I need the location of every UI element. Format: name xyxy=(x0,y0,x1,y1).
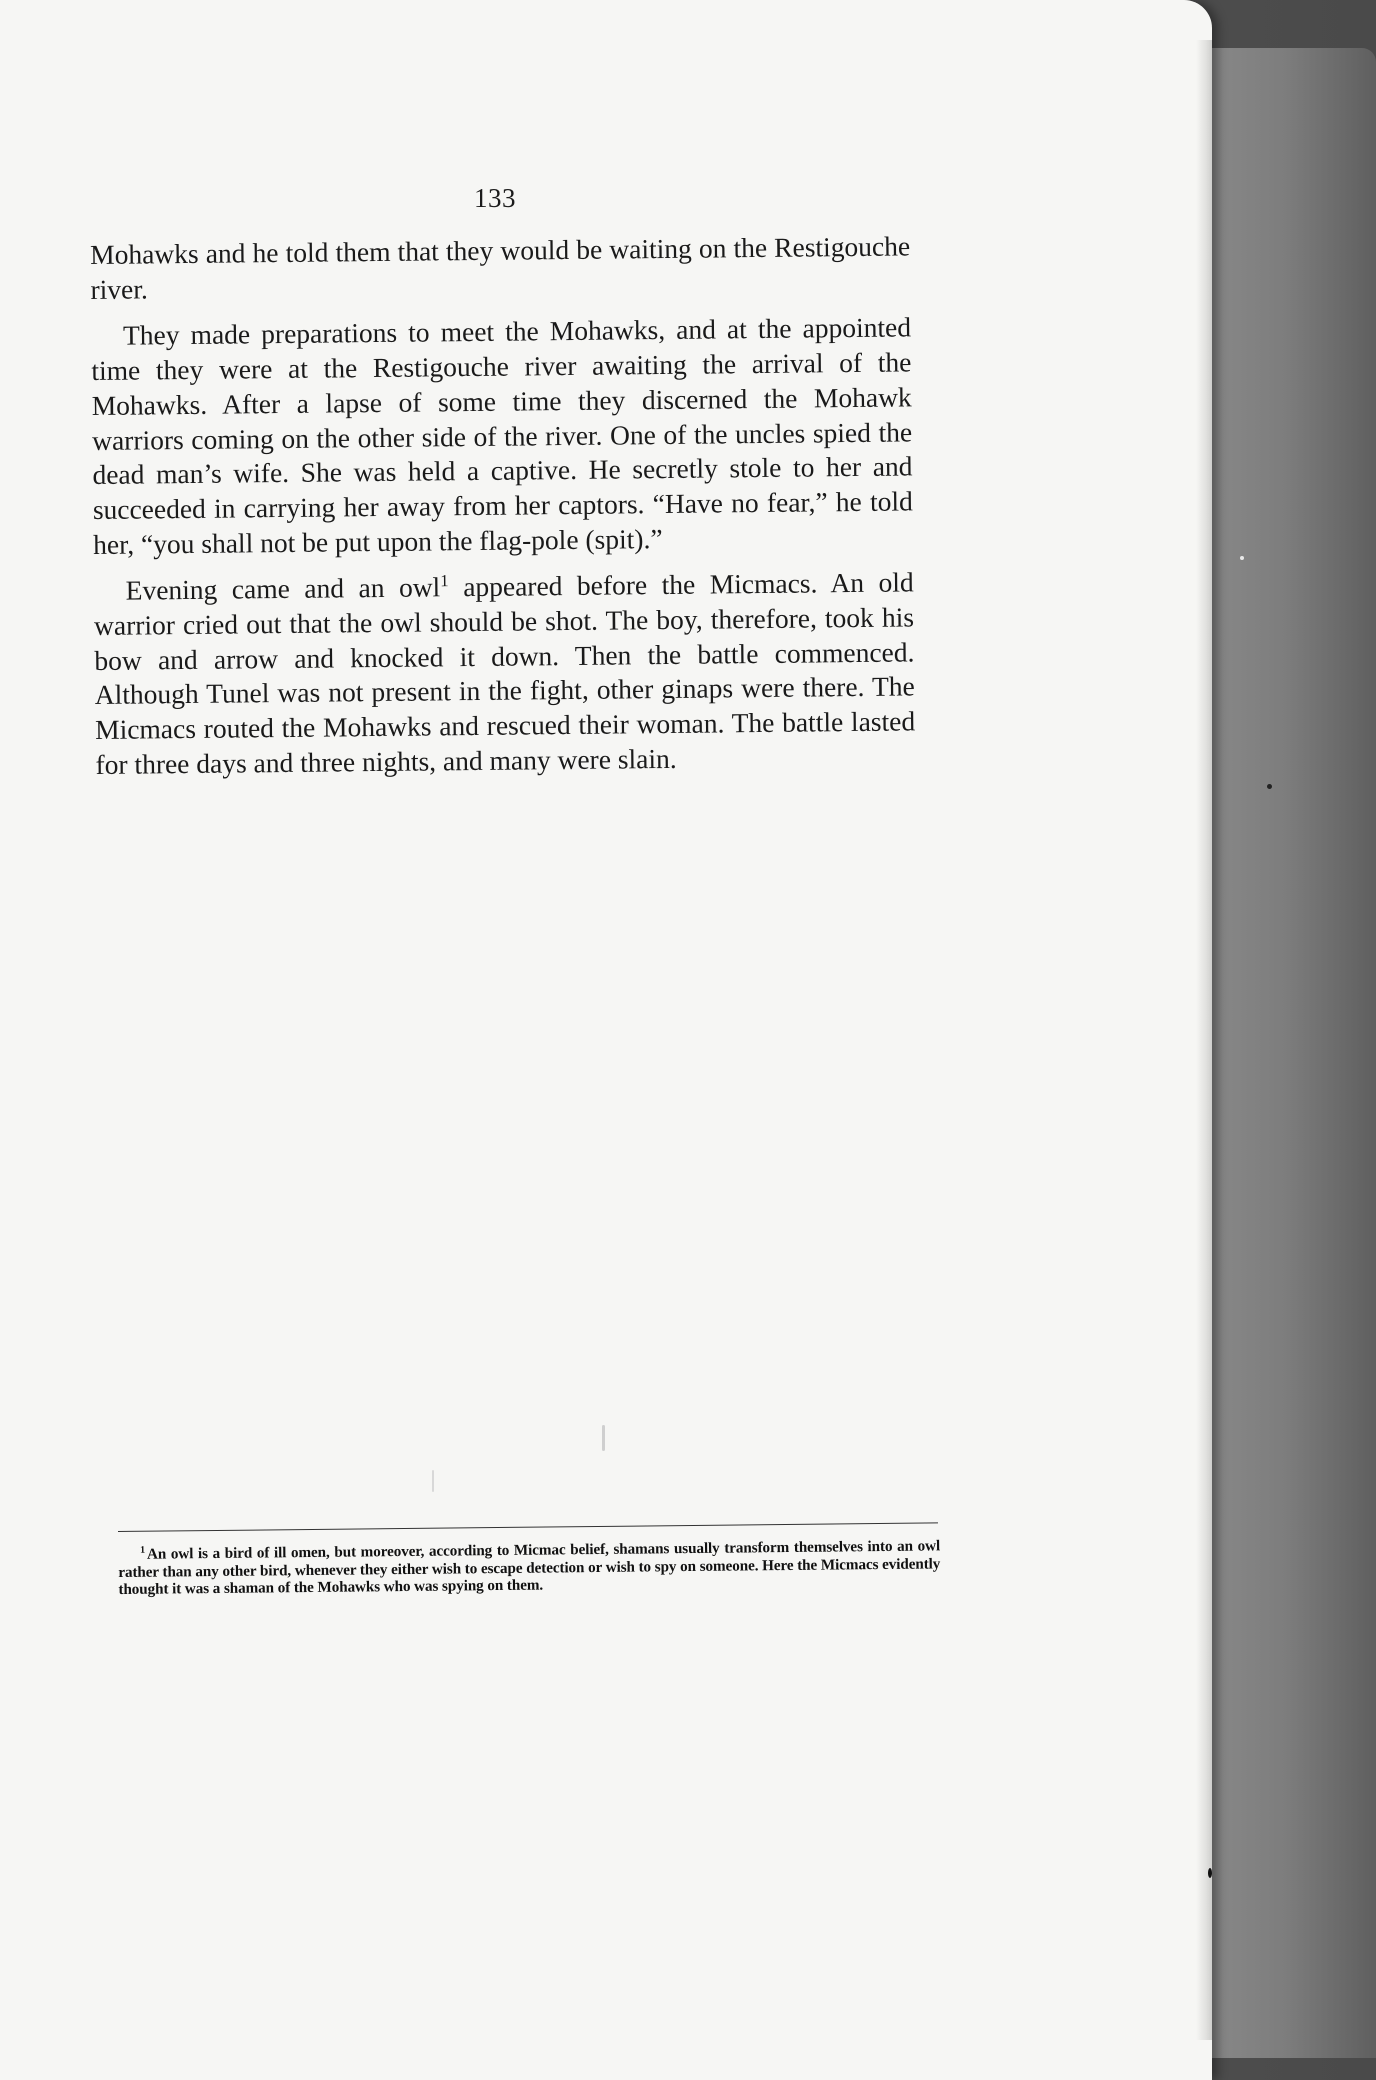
footnote xyxy=(118,1537,941,1598)
body-text xyxy=(90,229,916,794)
footnote-text: An owl is a bird of ill omen, but moreover, according to Micmac belief, shamans usually transform themselves into an owl rather than any other bird, whenever they either wish to escape detection or wish to spy on someone. Here the Micmacs evidently thought it was a shaman of the Mohawks who was spying on them. xyxy=(118,1537,941,1599)
paragraph-1: Mohawks and he told them that they would be waiting on the Restigouche river. xyxy=(90,230,911,305)
scan-speck xyxy=(1240,556,1244,560)
page-number: 133 xyxy=(474,183,516,213)
paragraph-3-text-before: Evening came and an owl xyxy=(125,571,441,606)
footnote-reference[interactable]: 1 xyxy=(440,571,449,591)
scan-speck xyxy=(1267,784,1272,789)
page-edge-shadow xyxy=(1196,40,1212,2040)
footnote-divider xyxy=(118,1522,938,1532)
paragraph-3 xyxy=(94,566,916,783)
paragraph-2: They made preparations to meet the Mohawks, and at the appointed time they were at the Restigouche river awaiting the arrival of the Mohawks. After a lapse of some time they discerned the Mohawk warriors coming on the other side of the river. One of the uncles spied the dead man’s wife. She was held a captive. He secretly stole to her and succeeded in carrying her away from her captors. “Have no fear,” he told her, “you shall not be put upon the flag-pole (spit).” xyxy=(91,311,913,560)
scan-artifact xyxy=(602,1425,605,1451)
scan-speck xyxy=(1208,1868,1212,1878)
footnote-marker: 1 xyxy=(139,1544,146,1556)
scan-artifact xyxy=(432,1470,434,1492)
paragraph-3-text-after: appeared before the Micmacs. An old warrior cried out that the owl should be shot. The boy, therefore, took his bow and arrow and knocked it down. Then the battle commenced. Although Tunel was not present in the fight, other ginaps were there. The Micmacs routed the Mohawks and rescued their woman. The battle lasted for three days and three nights, and many were slain. xyxy=(93,566,916,780)
